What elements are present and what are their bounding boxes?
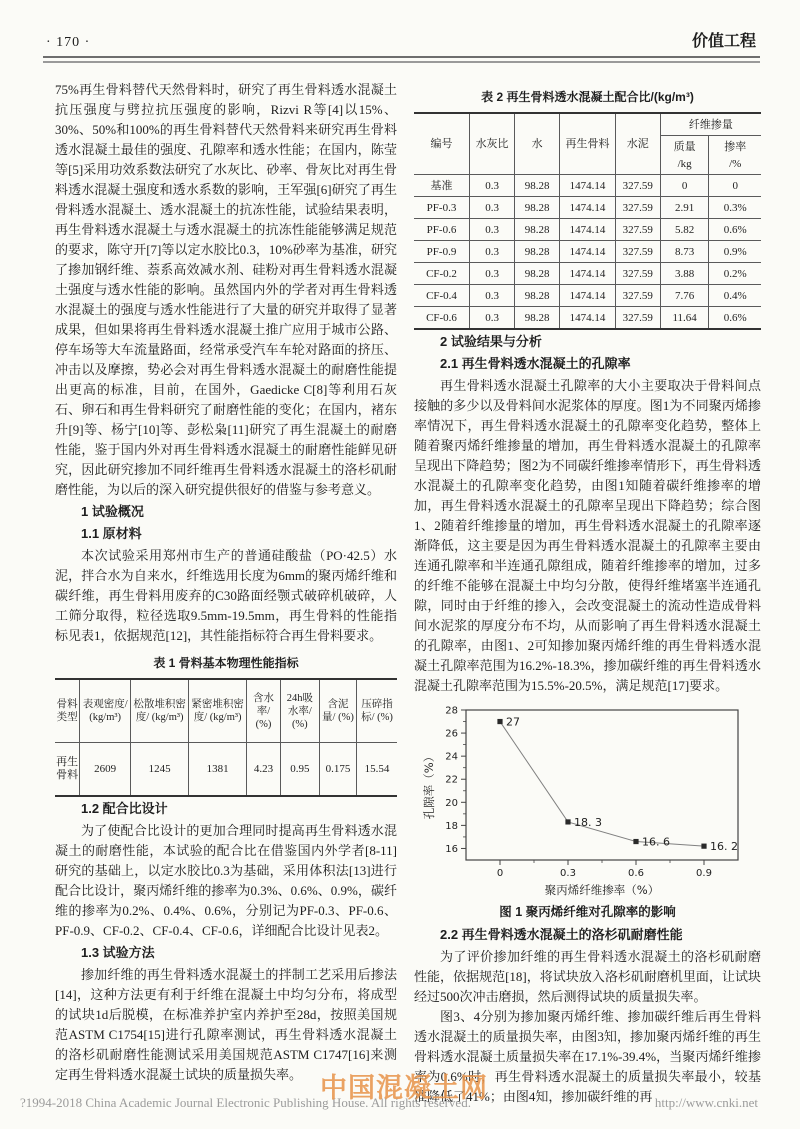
table-cell: CF-0.2	[414, 263, 470, 285]
table-cell: 1474.14	[560, 219, 616, 241]
table-cell: 再生骨料	[55, 743, 80, 797]
intro-paragraph: 75%再生骨料替代天然骨料时，研究了再生骨料透水混凝土抗压强度与劈拉抗压强度的影响，Rizvi R等[4]以15%、30%、50%和100%的再生骨料替代天然骨料来研究再生骨料透水混凝土最佳的强度、孔隙率和透水性能；在国内，陈莹等[5]采用功效系数法研究了水灰比、砂率、骨灰比对再生骨料透水混凝土强度和透水系数的影响，王军强[6]研究了再生骨料透水混凝土、透水混凝土的抗冻性能，试验结果表明，再生骨料透水混凝土与透水混凝土的抗冻性能能够满足规范的要求，陈守开[7]等以定水胶比0.3，10%砂率为基准，研究了掺加钢纤维、萘系高效减水剂、硅粉对再生骨料透水混凝土强度与透水性能的影响。虽然国内外的学者对再生骨料透水混凝土的强度与透水性能进行了大量的研究并取得了显著成果，但如果将再生骨料透水混凝土推广应用于城市公路、停车场等大车流量路面，经常承受汽车车轮对路面的挤压、冲击以及摩擦，势必会对再生骨料透水混凝土的耐磨性能提出更高的标准，目前，在国外，Gaedicke C[8]等利用石灰石、卵石和再生骨料研究了耐磨性能的变化；在国内，褚东升[9]等、杨宁[10]等、彭松枭[11]研究了再生混凝土的耐磨性能，鉴于国内外对再生骨料透水混凝土的耐磨性能鲜见研究，因此研究掺加不同纤维再生骨料透水混凝土的洛杉矶耐磨性能，为以后的深入研究提供很好的借鉴与参考意义。	[55, 82, 397, 497]
figure1-svg	[420, 700, 755, 900]
table-row	[414, 197, 761, 219]
x-tick-label: 0.9	[696, 868, 712, 879]
column-header: 编号	[414, 113, 470, 175]
table-cell: 8.73	[660, 241, 709, 263]
table-cell: 基准	[414, 175, 470, 197]
data-point-label: 18. 3	[574, 815, 602, 829]
data-point-label: 16. 2	[710, 840, 738, 854]
data-point	[565, 819, 570, 824]
table-cell: 0.3%	[709, 197, 761, 219]
table-cell: 1245	[131, 743, 189, 797]
column-header: 水泥	[615, 113, 660, 175]
column-header: 松散堆积密度/ (kg/m³)	[131, 679, 189, 743]
section-1-3-paragraph: 掺加纤维的再生骨料透水混凝土的拌制工艺采用后掺法[14]，这种方法更有利于纤维在混凝土中均匀分布，将成型的试块1d后脱模，在标准养护室内养护至28d，按照美国规范ASTM C1754[15]进行孔隙率测试，再生骨料透水混凝土的洛杉矶耐磨性能测试采用美国规范ASTM C1747[16]来测定再生骨料透水混凝土试块的质量损失率。	[55, 967, 397, 1082]
table-cell: 4.23	[247, 743, 281, 797]
table-cell: 98.28	[515, 175, 560, 197]
table-cell: 327.59	[615, 241, 660, 263]
table-cell: 98.28	[515, 263, 560, 285]
column-header: 紧密堆积密度/ (kg/m³)	[189, 679, 247, 743]
table-cell: 0.2%	[709, 263, 761, 285]
table-row	[414, 241, 761, 263]
table-cell: 98.28	[515, 197, 560, 219]
table-cell: 11.64	[660, 307, 709, 330]
figure1	[414, 700, 761, 922]
table-cell: 0.3	[470, 307, 515, 330]
x-tick-label: 0	[496, 868, 504, 879]
table-row	[414, 263, 761, 285]
left-column	[55, 80, 397, 1085]
column-header: 水	[515, 113, 560, 175]
header-double-rule	[43, 56, 760, 63]
table-cell: 98.28	[515, 285, 560, 307]
column-group-header: 纤维掺量	[660, 113, 761, 136]
table-cell: 327.59	[615, 263, 660, 285]
column-header: 水灰比	[470, 113, 515, 175]
y-axis-label: 孔隙率（%）	[422, 750, 436, 820]
column-header: 质量	[660, 136, 709, 156]
table-row	[414, 307, 761, 330]
table-cell: 2.91	[660, 197, 709, 219]
table-cell: 327.59	[615, 219, 660, 241]
table-cell: 0.3	[470, 219, 515, 241]
table-cell: 0.3	[470, 175, 515, 197]
table-cell: 0.3	[470, 263, 515, 285]
table-cell: 327.59	[615, 197, 660, 219]
table-cell: 0.4%	[709, 285, 761, 307]
table-cell: 0	[660, 175, 709, 197]
figure1-caption: 图 1 聚丙烯纤维对孔隙率的影响	[499, 905, 676, 919]
table-cell: 98.28	[515, 307, 560, 330]
table-cell: 0.3	[470, 241, 515, 263]
table1-title: 表 1 骨料基本物理性能指标	[153, 656, 299, 670]
data-point	[701, 844, 706, 849]
table-cell: 327.59	[615, 285, 660, 307]
table-row	[414, 219, 761, 241]
table-cell: 3.88	[660, 263, 709, 285]
y-tick-label: 16	[445, 843, 458, 855]
table-cell: 0.175	[319, 743, 356, 797]
plot-frame	[466, 710, 738, 860]
table-cell: CF-0.6	[414, 307, 470, 330]
x-tick-label: 0.6	[628, 868, 644, 879]
journal-title: 价值工程	[691, 33, 756, 50]
table-cell: 0.6%	[709, 307, 761, 330]
column-header: 压碎指标/ (%)	[357, 679, 397, 743]
table-cell: 0	[709, 175, 761, 197]
y-tick-label: 20	[445, 797, 458, 809]
column-header: 含水率/ (%)	[247, 679, 281, 743]
table-cell: 1474.14	[560, 175, 616, 197]
table-row	[55, 743, 397, 797]
column-header-unit: /%	[709, 155, 761, 175]
section-1-1-heading: 1.1 原材料	[81, 526, 142, 541]
section-2-1-heading: 2.1 再生骨料透水混凝土的孔隙率	[440, 356, 631, 371]
section-2-heading: 2 试验结果与分析	[440, 334, 542, 349]
table-cell: PF-0.6	[414, 219, 470, 241]
table-row	[414, 175, 761, 197]
column-header-unit: /kg	[660, 155, 709, 175]
section-2-2-heading: 2.2 再生骨料透水混凝土的洛杉矶耐磨性能	[440, 927, 683, 942]
column-header: 再生骨料	[560, 113, 616, 175]
table-cell: 327.59	[615, 175, 660, 197]
table-cell: 98.28	[515, 241, 560, 263]
table-cell: 7.76	[660, 285, 709, 307]
data-point	[633, 839, 638, 844]
data-point-label: 16. 6	[642, 835, 670, 849]
section-1-1-paragraph: 本次试验采用郑州市生产的普通硅酸盐（PO·42.5）水泥，拌合水为自来水，纤维选用长度为6mm的聚丙烯纤维和碳纤维，再生骨料用废弃的C30路面经颚式破碎机破碎，人工筛分取得，粒径选取9.5mm-19.5mm，再生骨料的性能指标见表1，依据规范[12]，其性能指标符合再生骨料要求。	[55, 548, 397, 643]
table1-header-row	[55, 679, 397, 743]
y-tick-label: 24	[445, 751, 458, 763]
table-cell: CF-0.4	[414, 285, 470, 307]
series-line	[500, 722, 704, 847]
section-2-1-paragraph: 再生骨料透水混凝土孔隙率的大小主要取决于骨料间点接触的多少以及骨料间水泥浆体的厚度。图1为不同聚丙烯掺率情况下，再生骨料透水混凝土的孔隙率变化趋势，整体上随着聚丙烯纤维掺量的增加，再生骨料透水混凝土的孔隙率呈现出下降趋势；图2为不同碳纤维掺率情形下，再生骨料透水混凝土的孔隙率变化趋势，由图1知随着碳纤维掺率的增加，再生骨料透水混凝土的孔隙率呈现出下降趋势；综合图1、2随着纤维掺量的增加，再生骨料透水混凝土的孔隙率逐渐降低，这主要是因为再生骨料透水混凝土的孔隙率主要由连通孔隙率和半连通孔隙组成，随着纤维掺率的增加，过多的纤维不能够在混凝土中均匀分散，使得纤维堵塞半连通孔隙，同时由于纤维的掺入，会改变混凝土的流动性造成骨料间水泥浆的厚度分布不均，从而影响了再生骨料透水混凝土的孔隙率，由图1、2可知掺加聚丙烯纤维的再生骨料透水混凝土孔隙率范围为16.2%-18.3%，掺加碳纤维的再生骨料透水混凝土孔隙率范围为15.5%-20.5%，满足规范[17]要求。	[414, 378, 761, 693]
table-cell: 15.54	[357, 743, 397, 797]
section-1-2-heading: 1.2 配合比设计	[81, 801, 168, 816]
table-cell: 1381	[189, 743, 247, 797]
column-header: 骨料类型	[55, 679, 80, 743]
table-cell: PF-0.9	[414, 241, 470, 263]
table-cell: 327.59	[615, 307, 660, 330]
column-header: 表观密度/ (kg/m³)	[80, 679, 131, 743]
table-cell: 98.28	[515, 219, 560, 241]
data-point	[497, 719, 502, 724]
y-tick-label: 22	[445, 774, 458, 786]
table2-title: 表 2 再生骨料透水混凝土配合比/(kg/m³)	[481, 90, 694, 104]
table-cell: 1474.14	[560, 263, 616, 285]
data-point-label: 27	[506, 715, 520, 729]
section-1-2-paragraph: 为了使配合比设计的更加合理同时提高再生骨料透水混凝土的耐磨性能，本试验的配合比在借鉴国内外学者[8-11]研究的基础上，以定水胶比0.3为基础，采用体积法[13]进行配合比设计，聚丙烯纤维的掺率为0.3%、0.6%、0.9%，碳纤维的掺率为0.2%、0.4%、0.6%，分别记为PF-0.3、PF-0.6、PF-0.9、CF-0.2、CF-0.4、CF-0.6，详细配合比设计见表2。	[55, 823, 397, 938]
table-cell: 1474.14	[560, 197, 616, 219]
table-cell: 5.82	[660, 219, 709, 241]
table-cell: 0.6%	[709, 219, 761, 241]
column-header: 掺率	[709, 136, 761, 156]
x-axis-label: 聚丙烯纤维掺率（%）	[544, 883, 660, 897]
table-row	[414, 285, 761, 307]
y-tick-label: 28	[445, 705, 458, 717]
footer-url[interactable]: http://www.cnki.net	[654, 1095, 758, 1110]
page-header	[46, 28, 756, 51]
section-1-heading: 1 试验概况	[81, 504, 144, 519]
page-number: · 170 ·	[46, 35, 91, 50]
table-cell: 1474.14	[560, 241, 616, 263]
section-2-2-paragraph-2: 图3、4分别为掺加聚丙烯纤维、掺加碳纤维后再生骨料透水混凝土的质量损失率，由图3知，掺加聚丙烯纤维的再生骨料透水混凝土质量损失率在17.1%-39.4%，当聚丙烯纤维掺率为0.6%时，再生骨料透水混凝土的质量损失率最小，较基准降低了41%；由图4知，掺加碳纤维的再	[414, 1009, 761, 1104]
table-cell: 2609	[80, 743, 131, 797]
column-header: 含泥量/ (%)	[319, 679, 356, 743]
table-cell: 0.95	[280, 743, 319, 797]
y-tick-label: 26	[445, 728, 458, 740]
y-tick-label: 18	[445, 820, 458, 832]
table-cell: 0.9%	[709, 241, 761, 263]
right-column	[414, 80, 761, 1107]
x-tick-label: 0.3	[560, 868, 576, 879]
table1	[55, 678, 397, 797]
table-cell: 1474.14	[560, 307, 616, 330]
table-cell: 1474.14	[560, 285, 616, 307]
table-cell: 0.3	[470, 285, 515, 307]
table2	[414, 112, 761, 330]
watermark: 中国混凝土网	[320, 1073, 488, 1103]
table-cell: PF-0.3	[414, 197, 470, 219]
section-1-3-heading: 1.3 试验方法	[81, 945, 155, 960]
footer-copyright: ?1994-2018 China Academic Journal Electronic Publishing House. All rights reserved.	[20, 1095, 471, 1110]
table2-header-row	[414, 113, 761, 136]
column-header: 24h吸水率/ (%)	[280, 679, 319, 743]
section-2-2-paragraph-1: 为了评价掺加纤维的再生骨料透水混凝土的洛杉矶耐磨性能，依据规范[18]，将试块放入洛杉矶耐磨机里面，让试块经过500次冲击磨损，然后测得试块的质量损失率。	[414, 949, 761, 1004]
table-cell: 0.3	[470, 197, 515, 219]
